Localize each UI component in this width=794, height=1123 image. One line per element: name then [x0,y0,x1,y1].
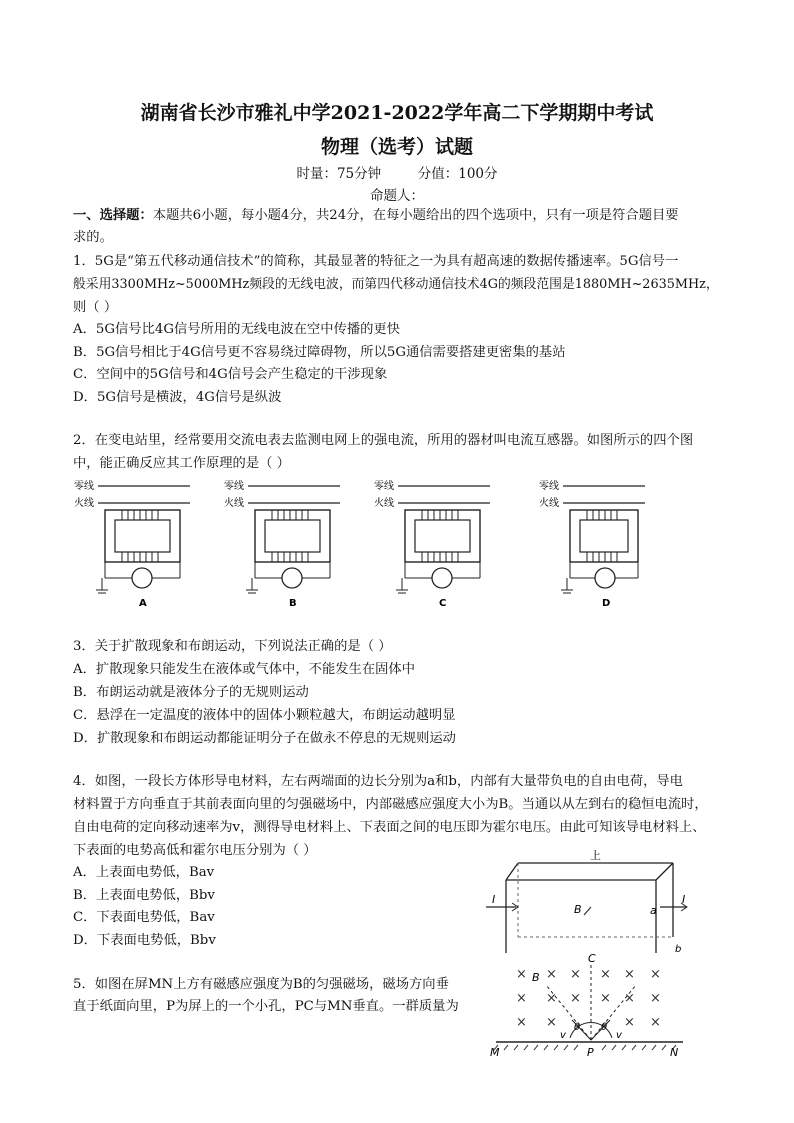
field-label: B [574,903,582,916]
q5-line2: 直于纸面向里，P为屏上的一个小孔，PC与MN垂直。一群质量为 [73,999,459,1014]
svg-text:×: × [516,991,527,1006]
section1-line1 [73,205,725,227]
transformer-diagram-c [374,479,490,609]
q1-option-c: C．空间中的5G信号和4G信号会产生稳定的干涉现象 [73,367,388,382]
section1-desc-2: 求的。 [73,230,113,245]
time-label: 时量：75分钟 [296,166,382,182]
q1-line2: 般采用3300MHz~5000MHz频段的无线电波，而第四代移动通信技术4G的频段范围是1880MH~2635MHz， [73,277,719,292]
point-m-label: M [490,1046,500,1058]
q4-option-d: D．下表面电势低，Bbv [73,933,216,948]
q4-line1: 4．如图，一段长方体形导电材料，左右两端面的边长分别为a和b，内部有大量带负电的自由电荷，导电 [73,774,683,789]
q2-line1: 2．在变电站里，经常要用交流电表去监测电网上的强电流，所用的器材叫电流互感器。如图所示的四个图 [73,433,694,448]
diagram-letter-b: B [289,598,297,609]
current-in-label: I [492,893,496,906]
point-p-label: P [587,1046,594,1058]
svg-text:×: × [546,991,557,1006]
exam-subtitle: 物理（选考）试题 [320,136,473,158]
field-b-label: B [532,971,540,984]
svg-text:×: × [624,991,635,1006]
q4-option-b: B．上表面电势低，Bbv [73,888,215,903]
q4-line3: 自由电荷的定向移动速率为v，测得导电材料上、下表面之间的电压即为霍尔电压。由此可知该导电材料上、 [73,820,706,835]
section1-desc-1: 本题共6小题，每小题4分，共24分，在每小题给出的四个选项中，只有一项是符合题目要 [152,208,679,223]
theta-left-label: θ [574,1022,581,1033]
v-left-label: v [560,1030,566,1041]
hall-effect-figure [478,845,693,957]
live-wire-label: 火线 [224,498,244,509]
section1-heading: 一、选择题： [73,208,153,223]
svg-text:×: × [600,967,611,982]
svg-text:×: × [624,1015,635,1030]
svg-text:×: × [650,967,661,982]
transformer-diagram-a [74,479,190,609]
q3-option-d: D．扩散现象和布朗运动都能证明分子在做永不停息的无规则运动 [73,731,456,746]
score-label: 分值：100分 [417,166,498,182]
transformer-diagram-d [539,479,645,609]
svg-text:×: × [546,1015,557,1030]
diagram-letter-d: D [602,598,611,609]
diagram-letter-c: C [439,598,447,609]
point-c-label: C [588,952,596,965]
theta-right-label: θ [601,1022,608,1033]
svg-text:×: × [600,991,611,1006]
live-wire-label: 火线 [374,498,394,509]
svg-text:×: × [516,967,527,982]
side-a-label: a [650,904,657,917]
exam-title: 湖南省长沙市雅礼中学2021-2022学年高二下学期期中考试 [140,102,654,124]
neutral-wire-label: 零线 [374,481,394,492]
point-n-label: N [670,1046,679,1058]
svg-text:×: × [624,967,635,982]
svg-text:×: × [516,1015,527,1030]
author-label: 命题人： [370,188,424,204]
q3-line1: 3．关于扩散现象和布朗运动，下列说法正确的是（ ） [73,639,392,654]
q5-line1: 5．如图在屏MN上方有磁感应强度为B的匀强磁场，磁场方向垂 [73,977,449,992]
q2-line2: 中，能正确反应其工作原理的是（ ） [73,456,290,471]
live-wire-label: 火线 [74,498,94,509]
svg-text:×: × [570,967,581,982]
svg-text:×: × [650,991,661,1006]
svg-text:×: × [546,967,557,982]
transformer-diagram-b [224,479,340,609]
diagram-letter-a: A [139,598,147,609]
top-label: 上 [590,849,601,862]
exam-meta [0,162,794,182]
neutral-wire-label: 零线 [539,481,559,492]
q1-option-d: D．5G信号是横波，4G信号是纵波 [73,390,282,405]
current-out-label: I [682,893,686,906]
q4-line4: 下表面的电势高低和霍尔电压分别为（ ） [73,843,317,858]
live-wire-label: 火线 [539,498,559,509]
q2-diagrams [70,478,670,613]
q3-option-b: B．布朗运动就是液体分子的无规则运动 [73,685,309,700]
svg-text:×: × [650,1015,661,1030]
q1-line1: 1．5G是“第五代移动通信技术”的简称，其最显著的特征之一为具有超高速的数据传播速率。5G信号一 [73,254,679,269]
side-b-label: b [675,944,682,955]
q1-line3: 则（ ） [73,300,118,315]
magnetic-field-figure [488,950,688,1058]
q3-option-c: C．悬浮在一定温度的液体中的固体小颗粒越大，布朗运动越明显 [73,708,456,723]
q4-option-c: C．下表面电势低，Bav [73,910,215,925]
q1-option-a: A．5G信号比4G信号所用的无线电波在空中传播的更快 [73,322,400,337]
v-right-label: v [616,1030,622,1041]
q3-option-a: A．扩散现象只能发生在液体或气体中，不能发生在固体中 [73,662,416,677]
neutral-wire-label: 零线 [224,481,244,492]
svg-text:×: × [570,991,581,1006]
q4-line2: 材料置于方向垂直于其前表面向里的匀强磁场中，内部磁感应强度大小为B。当通以从左到右的稳恒电流时， [73,797,708,812]
q4-option-a: A．上表面电势低，Bav [73,865,215,880]
q1-option-b: B．5G信号相比于4G信号更不容易绕过障碍物，所以5G通信需要搭建更密集的基站 [73,345,566,360]
neutral-wire-label: 零线 [74,481,94,492]
